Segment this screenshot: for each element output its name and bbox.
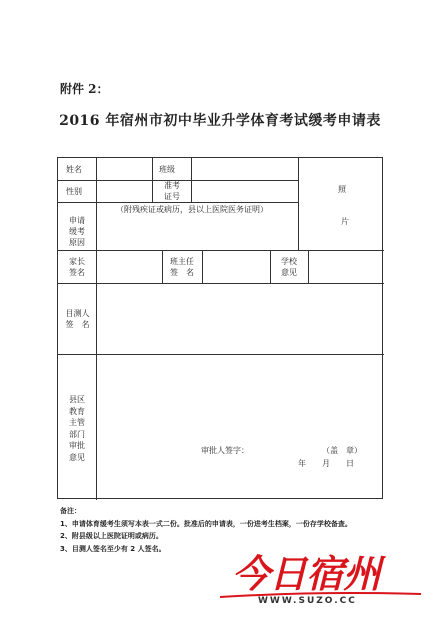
exam-number-label: 准考 证号	[164, 181, 180, 201]
attachment-label: 附件 2：	[60, 82, 109, 96]
col-line	[202, 250, 203, 283]
col-line	[96, 158, 97, 500]
school-opinion-label: 学校 意见	[281, 257, 297, 277]
note-item: 2、附县级以上医院证明或病历。	[60, 532, 163, 540]
reason-note: （附残疾证或病历，县以上医院医务证明）	[116, 205, 268, 214]
approver-signature-label: 审批人签字：	[201, 446, 249, 455]
col-line	[298, 158, 299, 250]
form-title: 2016 年宿州市初中毕业升学体育考试缓考申请表	[59, 113, 381, 129]
row-line	[58, 202, 298, 203]
class-label: 班级	[159, 165, 175, 174]
logo-text: 今日宿州	[232, 552, 381, 596]
notes-heading: 备注：	[60, 507, 81, 515]
col-line	[152, 158, 153, 202]
logo-url: WWW.SUZO.CC	[258, 596, 357, 606]
parent-signature-label: 家长 签名	[69, 257, 85, 277]
reason-label: 申请 缓考 原因	[69, 216, 85, 247]
row-line	[58, 250, 384, 251]
row-line	[58, 283, 384, 284]
notes-section	[60, 505, 352, 555]
date-label: 年 月 日	[298, 459, 354, 468]
gender-label: 性别	[66, 187, 82, 196]
col-line	[270, 250, 271, 283]
photo-label: 片	[341, 217, 349, 226]
photo-label: 照	[338, 185, 346, 194]
name-label: 姓名	[66, 165, 82, 174]
witness-signature-label: 目测人 签 名	[65, 309, 90, 329]
note-item: 3、目测人签名至少有 2 人签名。	[60, 544, 166, 553]
row-line	[58, 354, 384, 355]
col-line	[308, 250, 309, 283]
col-line	[162, 250, 163, 283]
col-line	[191, 158, 192, 202]
application-form-table	[57, 157, 383, 499]
teacher-signature-label: 班主任 签 名	[170, 257, 194, 277]
seal-label: （盖 章）	[322, 446, 362, 455]
site-logo	[218, 552, 423, 608]
note-item: 1、申请体育缓考生须写本表一式二份。批准后的申请表，一份进考生档案，一份存学校备查。	[60, 519, 352, 528]
department-opinion-label: 县区 教育 主管 部门 审批 意见	[69, 395, 85, 462]
